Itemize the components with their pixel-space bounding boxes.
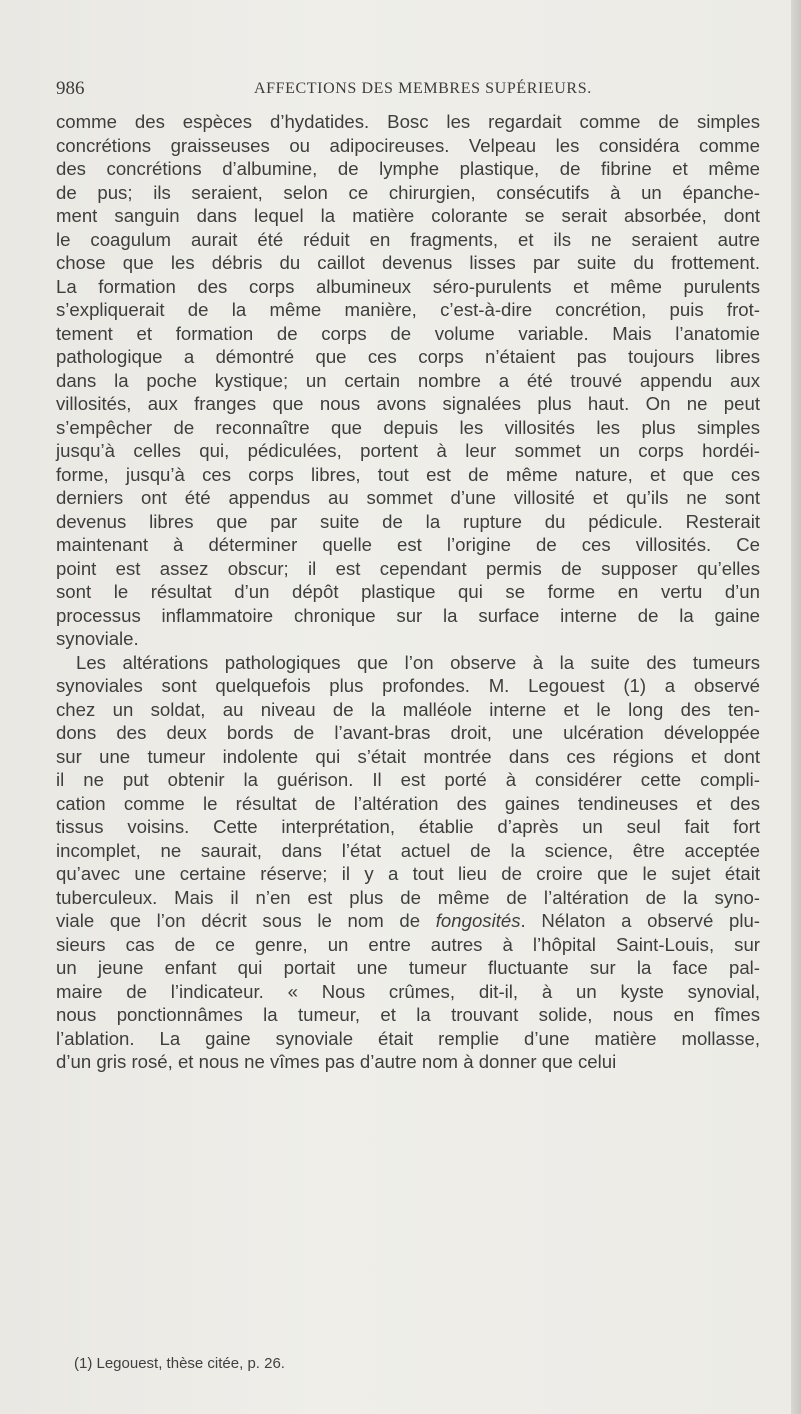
italic-term: fongosités bbox=[435, 910, 521, 931]
text-line: qu’avec une certaine réserve; il y a tout lieu de croire que le sujet était bbox=[56, 863, 760, 884]
text-line: processus inflammatoire chronique sur la surface interne de la gaine bbox=[56, 604, 760, 626]
text-line: forme, jusqu’à ces corps libres, tout est de même nature, et que ces bbox=[56, 463, 760, 485]
text-line: comme des espèces d’hydatides. Bosc les regardait comme de simples bbox=[56, 111, 760, 132]
text-line: chez un soldat, au niveau de la malléole interne et le long des ten- bbox=[56, 698, 760, 720]
text-line: maire de l’indicateur. « Nous crûmes, dit-il, à un kyste synovial, bbox=[56, 980, 760, 1002]
text-line: s’empêcher de reconnaître que depuis les villosités les plus simples bbox=[56, 416, 760, 438]
text-line: viale que l’on décrit sous le nom de fongosités. Nélaton a observé plu- bbox=[56, 910, 760, 931]
text-line: sont le résultat d’un dépôt plastique qui se forme en vertu d’un bbox=[56, 581, 760, 602]
text-line: pathologique a démontré que ces corps n’étaient pas toujours libres bbox=[56, 346, 760, 367]
text-line: l’ablation. La gaine synoviale était remplie d’une matière mollasse, bbox=[56, 1027, 760, 1049]
text-line: tissus voisins. Cette interprétation, établie d’après un seul fait fort bbox=[56, 816, 760, 837]
text-line: cation comme le résultat de l’altération des gaines tendineuses et des bbox=[56, 792, 760, 814]
text-line: point est assez obscur; il est cependant permis de supposer qu’elles bbox=[56, 557, 760, 579]
running-title: AFFECTIONS DES MEMBRES SUPÉRIEURS. bbox=[254, 80, 592, 97]
text-line: concrétions graisseuses ou adipocireuses. Velpeau les considéra comme bbox=[56, 134, 760, 156]
text-line: dons des deux bords de l’avant-bras droit, une ulcération développée bbox=[56, 722, 760, 743]
text-line: sur une tumeur indolente qui s’était montrée dans ces régions et dont bbox=[56, 745, 760, 767]
text-line: La formation des corps albumineux séro-purulents et même purulents bbox=[56, 275, 760, 297]
text-line: derniers ont été appendus au sommet d’une villosité et qu’ils ne sont bbox=[56, 487, 760, 508]
page-number: 986 bbox=[56, 78, 85, 99]
text-line: des concrétions d’albumine, de lymphe plastique, de fibrine et même bbox=[56, 158, 760, 179]
text-line: devenus libres que par suite de la rupture du pédicule. Resterait bbox=[56, 510, 760, 532]
body-text bbox=[56, 110, 760, 1074]
page-edge-shadow bbox=[791, 0, 801, 1414]
text-line: ment sanguin dans lequel la matière colorante se serait absorbée, dont bbox=[56, 205, 760, 226]
page-header bbox=[56, 74, 756, 106]
text-line: chose que les débris du caillot devenus lisses par suite du frottement. bbox=[56, 252, 760, 273]
footnote: (1) Legouest, thèse citée, p. 26. bbox=[74, 1355, 285, 1372]
text-line: Les altérations pathologiques que l’on observe à la suite des tumeurs bbox=[76, 651, 760, 673]
text-line: nous ponctionnâmes la tumeur, et la trouvant solide, nous en fîmes bbox=[56, 1004, 760, 1025]
text-line: jusqu’à celles qui, pédiculées, portent à leur sommet un corps hordéi- bbox=[56, 440, 760, 461]
text-line: tement et formation de corps de volume variable. Mais l’anatomie bbox=[56, 322, 760, 344]
text-line: s’expliquerait de la même manière, c’est-à-dire concrétion, puis frot- bbox=[56, 299, 760, 320]
text-line: sieurs cas de ce genre, un entre autres à l’hôpital Saint-Louis, sur bbox=[56, 933, 760, 955]
text-line: il ne put obtenir la guérison. Il est porté à considérer cette compli- bbox=[56, 769, 760, 790]
text-line: maintenant à déterminer quelle est l’origine de ces villosités. Ce bbox=[56, 534, 760, 555]
text-line: de pus; ils seraient, selon ce chirurgien, consécutifs à un épanche- bbox=[56, 181, 760, 203]
text-line: le coagulum aurait été réduit en fragments, et ils ne seraient autre bbox=[56, 228, 760, 250]
text-line: synoviale. bbox=[56, 628, 139, 649]
text-line: villosités, aux franges que nous avons signalées plus haut. On ne peut bbox=[56, 393, 760, 414]
text-line: incomplet, ne saurait, dans l’état actuel de la science, être acceptée bbox=[56, 839, 760, 861]
text-line: dans la poche kystique; un certain nombre a été trouvé appendu aux bbox=[56, 369, 760, 391]
text-line: un jeune enfant qui portait une tumeur fluctuante sur la face pal- bbox=[56, 957, 760, 978]
text-line: synoviales sont quelquefois plus profondes. M. Legouest (1) a observé bbox=[56, 675, 760, 696]
text-line: d’un gris rosé, et nous ne vîmes pas d’autre nom à donner que celui bbox=[56, 1051, 617, 1072]
text-line: tuberculeux. Mais il n’en est plus de même de l’altération de la syno- bbox=[56, 886, 760, 908]
